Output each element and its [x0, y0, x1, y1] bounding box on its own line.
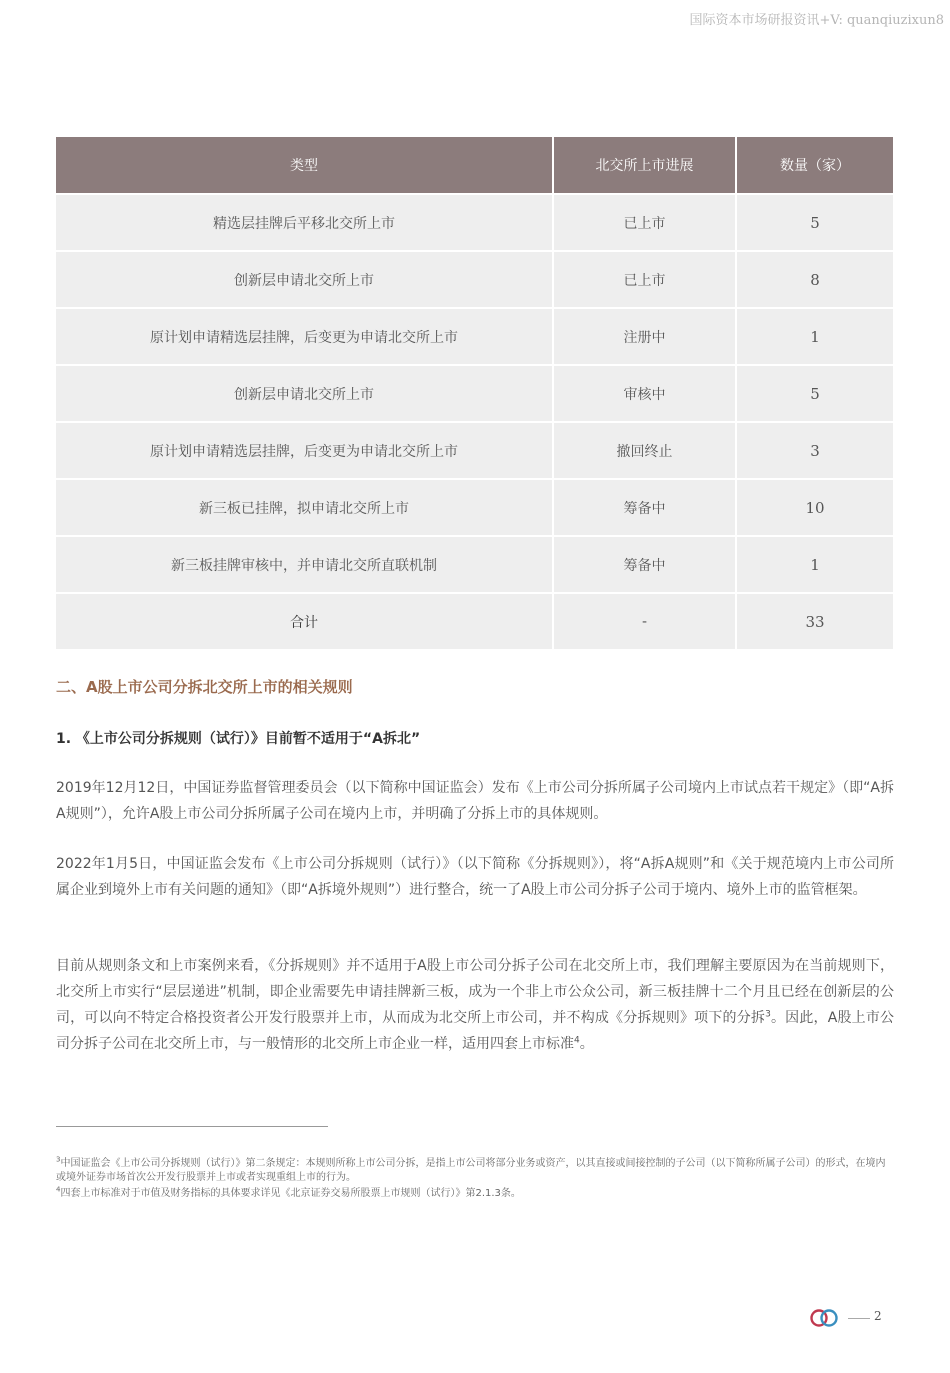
cell-progress: 筹备中 [553, 479, 736, 536]
footer-divider [848, 1318, 870, 1319]
cell-count: 8 [736, 251, 893, 308]
cell-progress: 审核中 [553, 365, 736, 422]
total-progress: - [553, 593, 736, 649]
footnote-text: 中国证监会《上市公司分拆规则（试行）》第二条规定：本规则所称上市公司分拆，是指上市公司将部分业务或资产，以其直接或间接控制的子公司（以下简称所属子公司）的形式，在境内或境外证券市场首次公开发行股票并上市或者实现重组上市的行为。 [56, 1158, 886, 1183]
cell-progress: 注册中 [553, 308, 736, 365]
paragraph-3 [56, 953, 894, 1057]
cell-type: 原计划申请精选层挂牌，后变更为申请北交所上市 [56, 308, 553, 365]
cell-progress: 已上市 [553, 194, 736, 251]
table-row [56, 479, 893, 536]
footnote-divider [56, 1126, 328, 1127]
footnote-4 [56, 1187, 894, 1201]
cell-count: 1 [736, 536, 893, 593]
two-interlocking-rings-logo-icon [808, 1308, 840, 1328]
cell-count: 1 [736, 308, 893, 365]
paragraph-3-text-c: 。 [579, 1036, 594, 1052]
cell-type: 精选层挂牌后平移北交所上市 [56, 194, 553, 251]
paragraph-3-text-b: 。因此，A股上市公司分拆子公司在北交所上市，与一般情形的北交所上市企业一样，适用四套上市标准 [56, 1010, 895, 1052]
table-header-row [56, 137, 893, 194]
cell-type: 新三板挂牌审核中，并申请北交所直联机制 [56, 536, 553, 593]
cell-type: 原计划申请精选层挂牌，后变更为申请北交所上市 [56, 422, 553, 479]
total-label: 合计 [56, 593, 553, 649]
cell-progress: 筹备中 [553, 536, 736, 593]
footnote-ref-3[interactable]: 3 [765, 1009, 771, 1020]
paragraph-1: 2019年12月12日，中国证券监督管理委员会（以下简称中国证监会）发布《上市公司分拆所属子公司境内上市试点若干规定》（即“A拆A规则”），允许A股上市公司分拆所属子公司在境内上市，并明确了分拆上市的具体规则。 [56, 780, 894, 822]
table-row [56, 536, 893, 593]
header-progress: 北交所上市进展 [553, 137, 736, 194]
total-count: 33 [736, 593, 893, 649]
cell-count: 5 [736, 365, 893, 422]
table-row [56, 308, 893, 365]
paragraph-3-text-a: 目前从规则条文和上市案例来看，《分拆规则》并不适用于A股上市公司分拆子公司在北交所上市，我们理解主要原因为在当前规则下，北交所上市实行“层层递进”机制，即企业需要先申请挂牌新三板，成为一个非上市公众公司，新三板挂牌十二个月且已经在创新层的公司，可以向不特定合格投资者公开发行股票并上市，从而成为北交所上市公司，并不构成《分拆规则》项下的分拆 [56, 958, 894, 1026]
cell-type: 创新层申请北交所上市 [56, 251, 553, 308]
table-row [56, 251, 893, 308]
cell-type: 创新层申请北交所上市 [56, 365, 553, 422]
page-number: 2 [874, 1309, 882, 1323]
watermark: 国际资本市场研报资讯+V: quanqiuzixun8 [689, 13, 944, 28]
table-total-row [56, 593, 893, 649]
table-row [56, 194, 893, 251]
cell-progress: 已上市 [553, 251, 736, 308]
paragraph-2: 2022年1月5日，中国证监会发布《上市公司分拆规则（试行）》（以下简称《分拆规则》），将“A拆A规则”和《关于规范境内上市公司所属企业到境外上市有关问题的通知》（即“A拆境外规则”）进行整合，统一了A股上市公司分拆子公司于境内、境外上市的监管框架。 [56, 856, 894, 898]
listing-progress-table [56, 137, 893, 649]
table-row [56, 365, 893, 422]
cell-progress: 撤回终止 [553, 422, 736, 479]
footnote-ref-4[interactable]: 4 [574, 1035, 580, 1046]
cell-count: 10 [736, 479, 893, 536]
footnote-text: 四套上市标准对于市值及财务指标的具体要求详见《北京证券交易所股票上市规则（试行）》第2.1.3条。 [60, 1188, 521, 1199]
footnote-3 [56, 1157, 894, 1185]
header-count: 数量（家） [736, 137, 893, 194]
cell-count: 5 [736, 194, 893, 251]
cell-count: 3 [736, 422, 893, 479]
page-footer [808, 1306, 888, 1330]
footnote-number: 4 [56, 1185, 61, 1194]
cell-type: 新三板已挂牌，拟申请北交所上市 [56, 479, 553, 536]
table-row [56, 422, 893, 479]
section-title: 二、A股上市公司分拆北交所上市的相关规则 [56, 678, 353, 696]
subsection-title: 1. 《上市公司分拆规则（试行）》目前暂不适用于“A拆北” [56, 731, 421, 747]
footnote-number: 3 [56, 1155, 61, 1164]
header-type: 类型 [56, 137, 553, 194]
